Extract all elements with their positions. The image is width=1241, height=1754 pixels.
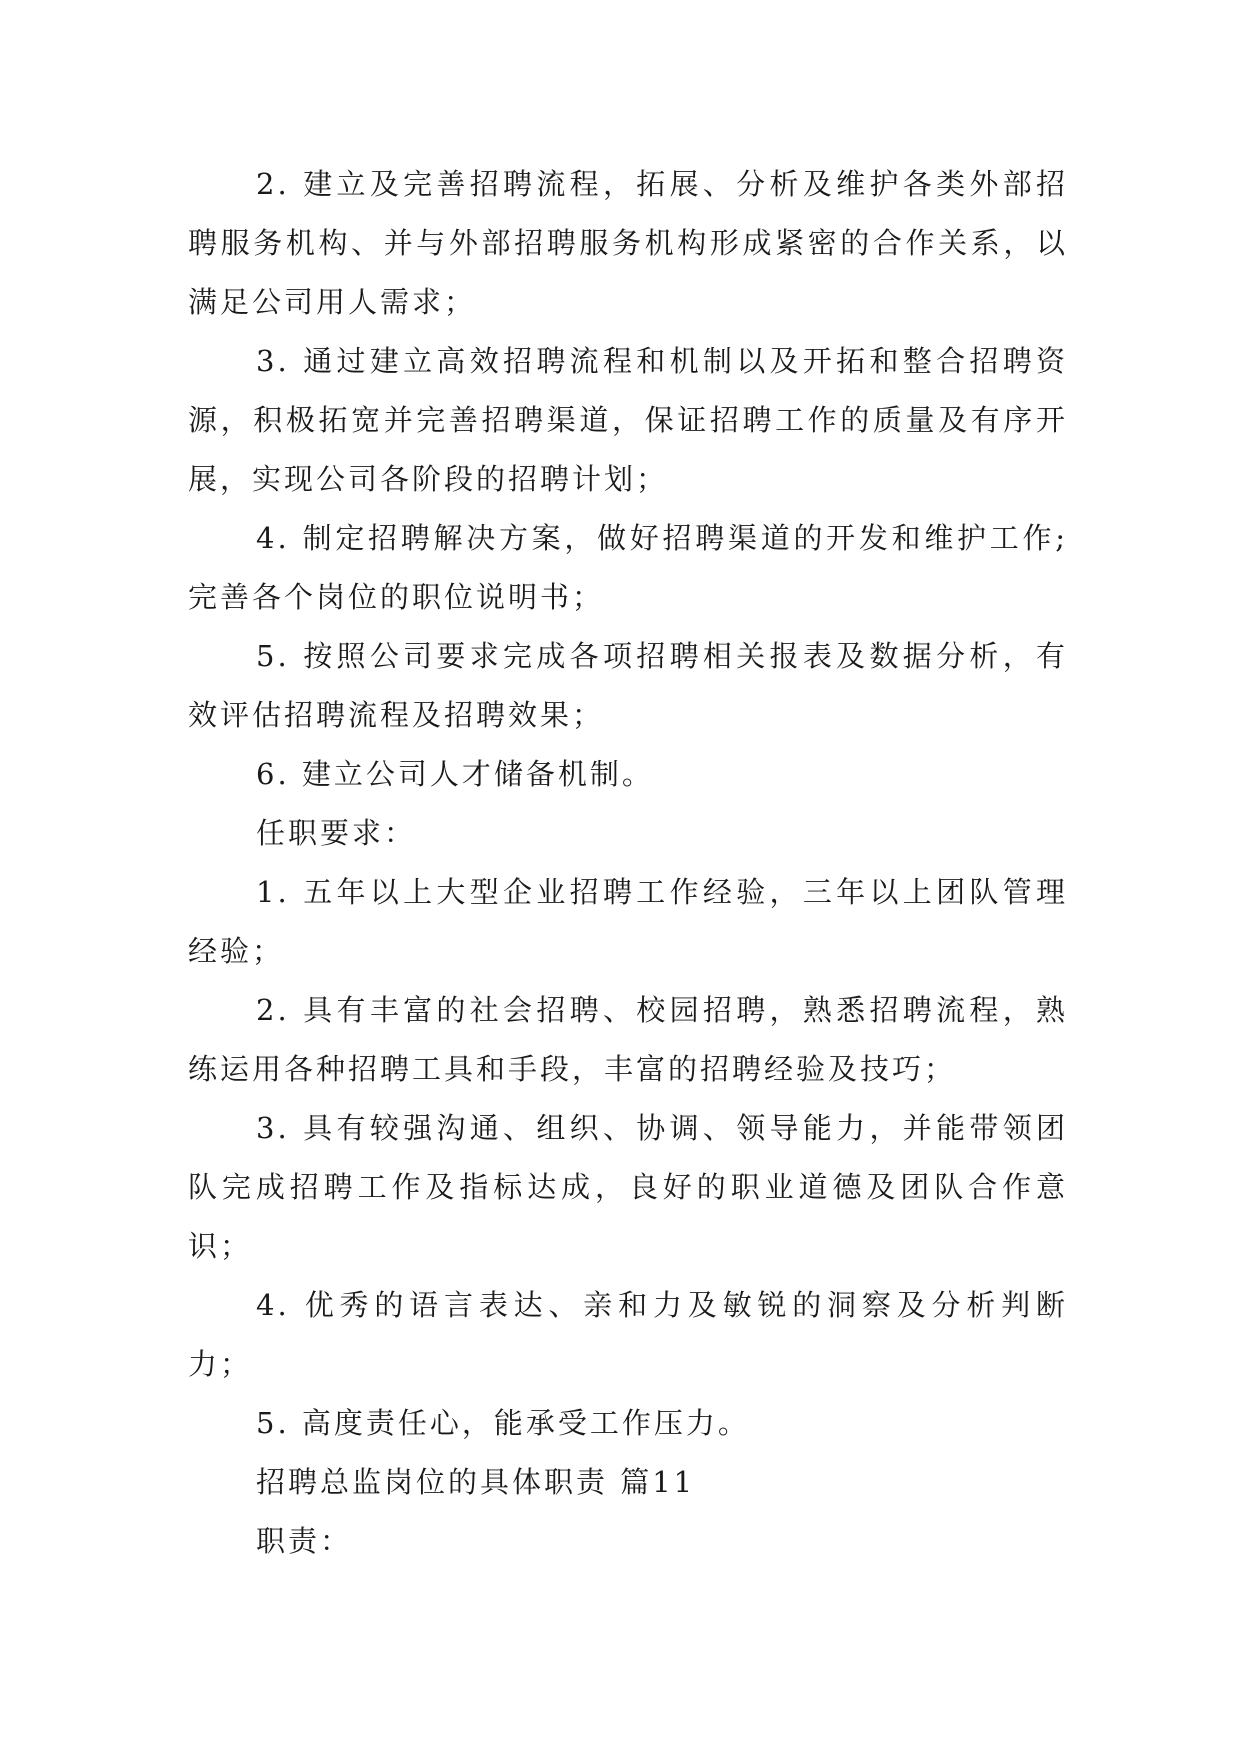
paragraph-requirement-5: 5. 高度责任心，能承受工作压力。 [256,1406,750,1440]
requirements-heading: 任职要求： [256,816,417,850]
paragraph-requirement-4: 4. 优秀的语言表达、亲和力及敏锐的洞察及分析判断力； [188,1288,1068,1381]
paragraph-duty-5: 5. 按照公司要求完成各项招聘相关报表及数据分析，有效评估招聘流程及招聘效果； [188,639,1068,732]
paragraph-duty-3: 3. 通过建立高效招聘流程和机制以及开拓和整合招聘资源，积极拓宽并完善招聘渠道，保证招聘工作的质量及有序开展，实现公司各阶段的招聘计划； [188,344,1068,496]
section-title: 招聘总监岗位的具体职责 篇11 [256,1465,696,1499]
paragraph-requirement-1: 1. 五年以上大型企业招聘工作经验，三年以上团队管理经验； [188,875,1068,968]
duties-heading: 职责： [256,1524,353,1558]
paragraph-duty-4: 4. 制定招聘解决方案，做好招聘渠道的开发和维护工作;完善各个岗位的职位说明书； [188,521,1068,614]
paragraph-duty-2: 2. 建立及完善招聘流程，拓展、分析及维护各类外部招聘服务机构、并与外部招聘服务机构形成紧密的合作关系，以满足公司用人需求； [188,167,1068,319]
paragraph-duty-6: 6. 建立公司人才储备机制。 [256,757,654,791]
document-body [188,155,1068,1571]
paragraph-requirement-2: 2. 具有丰富的社会招聘、校园招聘，熟悉招聘流程，熟练运用各种招聘工具和手段，丰富的招聘经验及技巧； [188,993,1068,1086]
paragraph-requirement-3: 3. 具有较强沟通、组织、协调、领导能力，并能带领团队完成招聘工作及指标达成，良好的职业道德及团队合作意识； [188,1111,1068,1263]
